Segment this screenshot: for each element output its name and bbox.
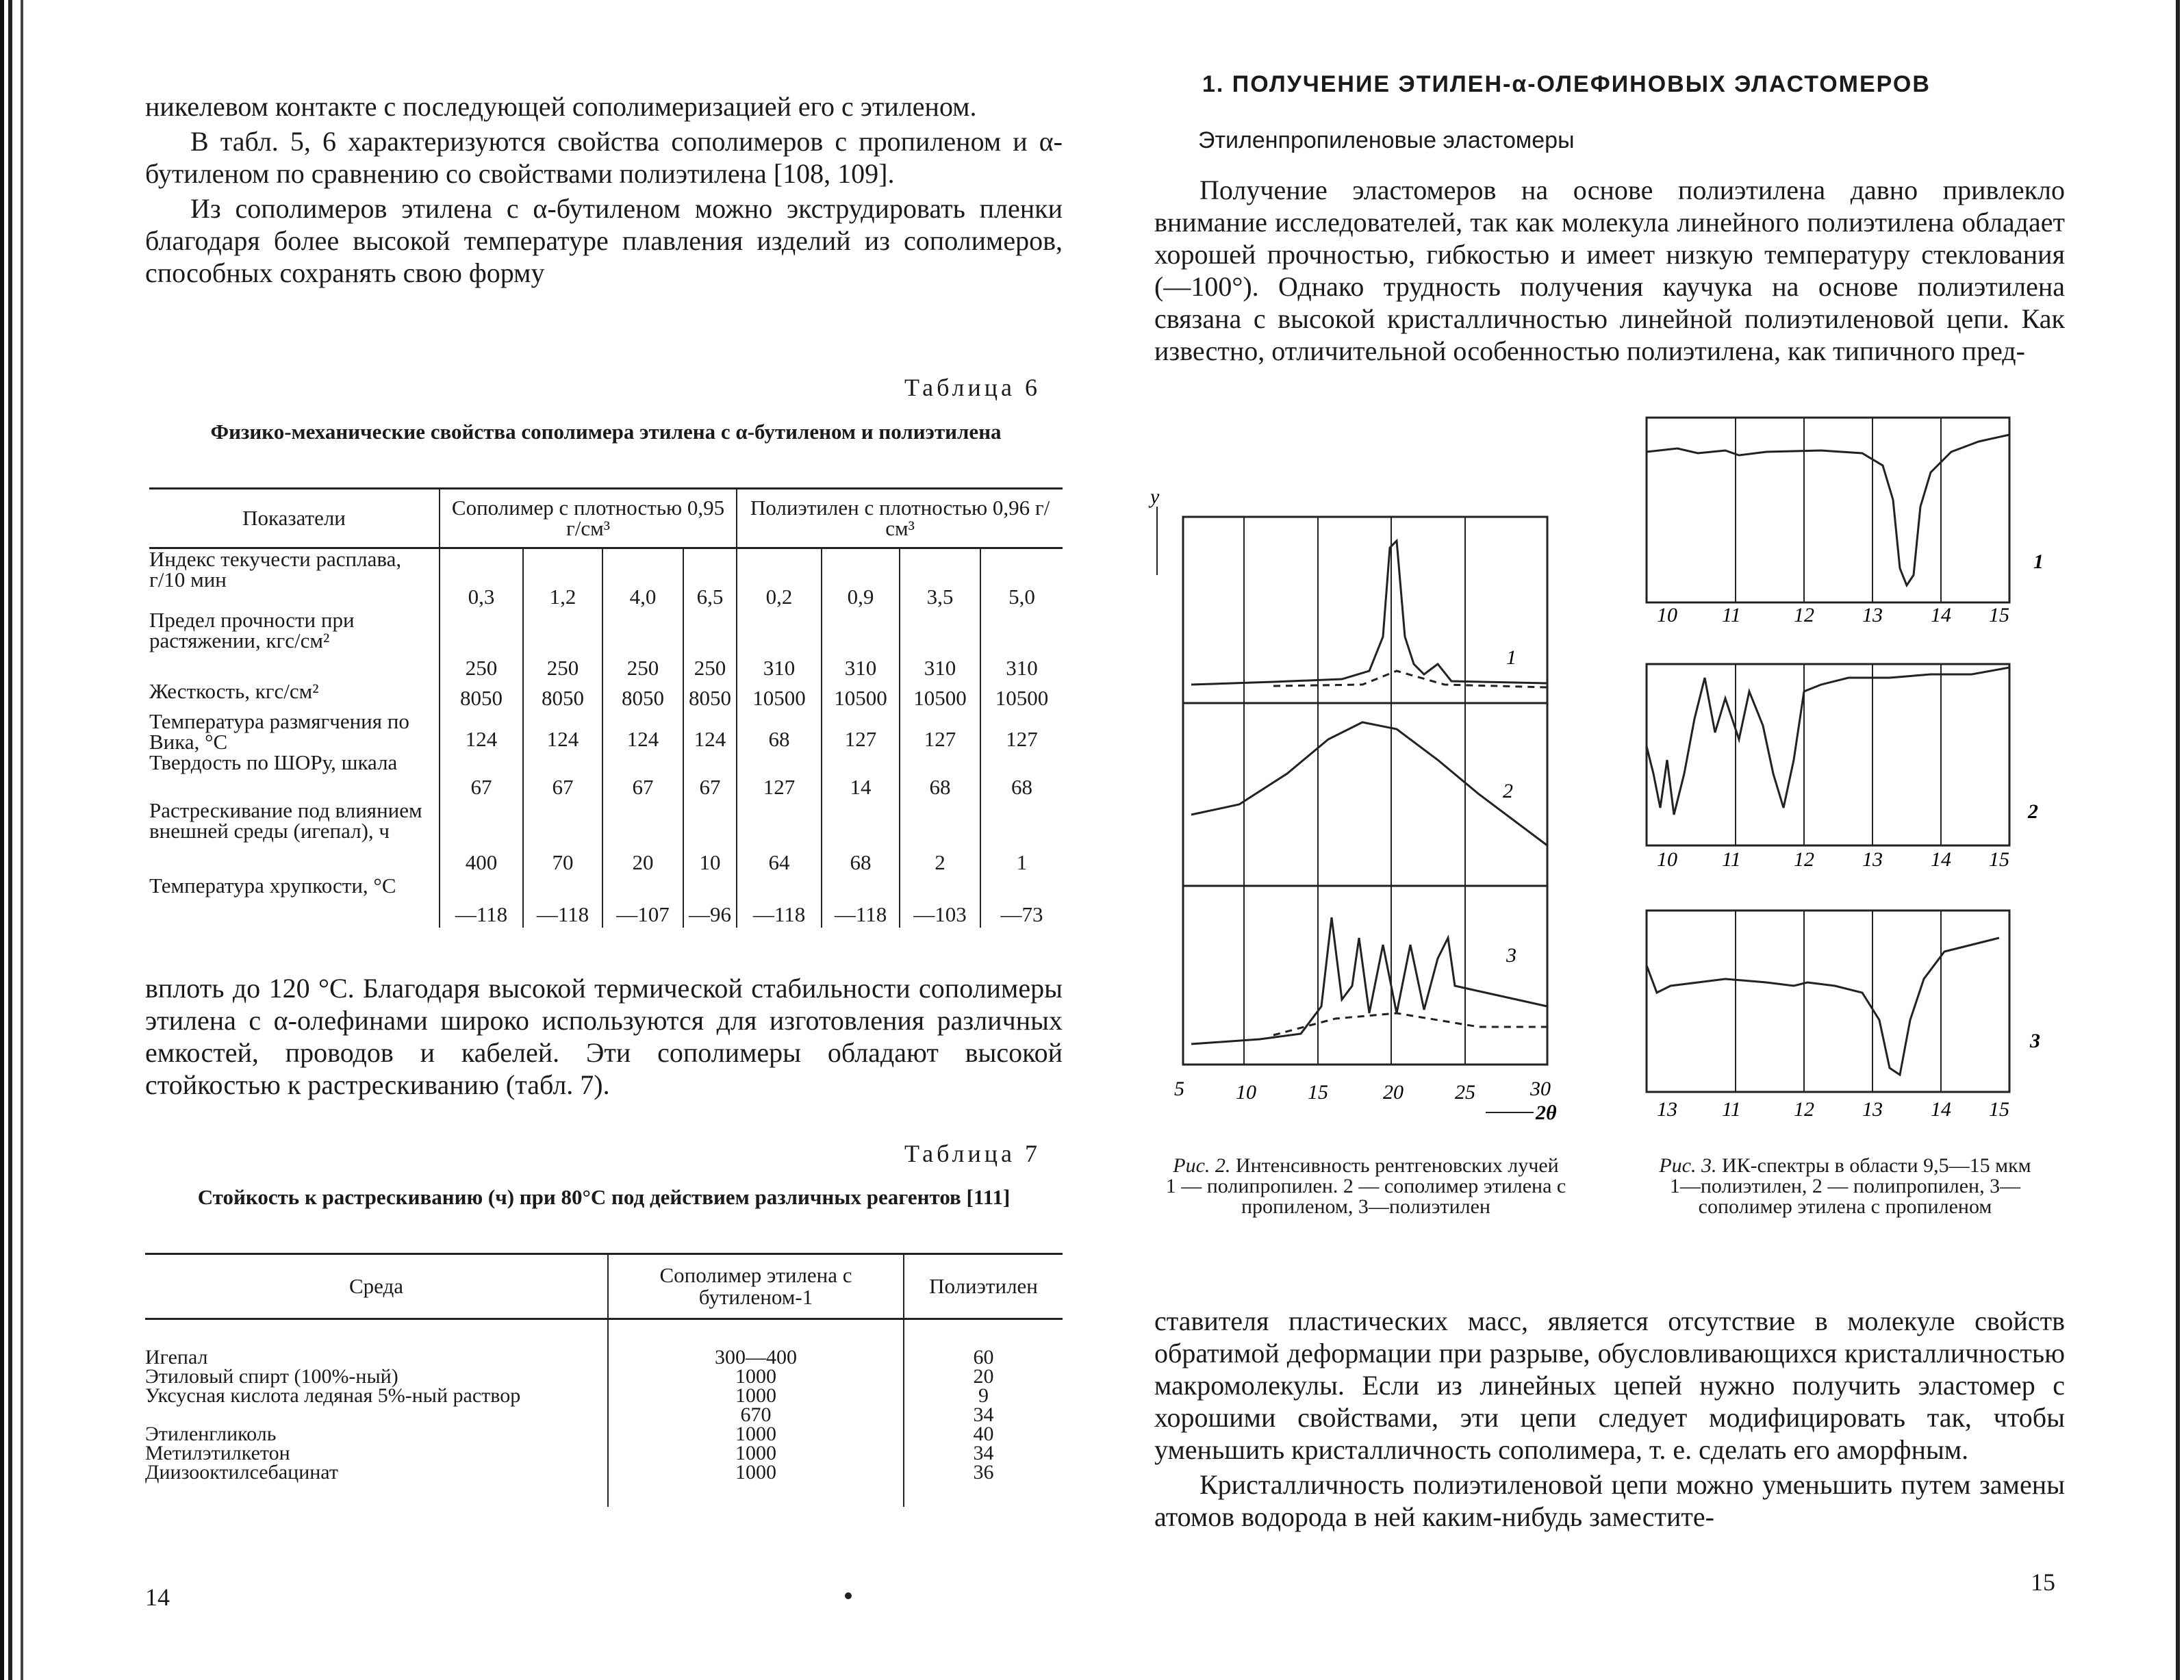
table6-cell: 10500 — [980, 681, 1063, 711]
table6-cell: 10500 — [900, 681, 980, 711]
table7-title: Стойкость к растрескиванию (ч) при 80°С под действием различных реагентов [111] — [197, 1185, 1011, 1209]
table6-row — [149, 610, 1063, 681]
table6-row-label: Температура размягчения по Вика, °С — [149, 709, 409, 754]
section-heading: 1. ПОЛУЧЕНИЕ ЭТИЛЕН-α-ОЛЕФИНОВЫХ ЭЛАСТОМЕРОВ — [1202, 71, 1931, 97]
fig2-x-tick: 5 — [1174, 1078, 1184, 1100]
fig3-x-tick: 15 — [1989, 848, 2009, 871]
table6-cell: 67 — [683, 752, 737, 800]
table6-cell: 6,5 — [683, 548, 737, 610]
table6-cell: 310 — [822, 610, 900, 681]
table6-cell: 127 — [900, 711, 980, 752]
table7-cell-copolymer: 1000 — [608, 1444, 904, 1463]
fig2-caption-legend: 1 — полипропилен. 2 — сополимер этилена с пропиленом, 3—полиэтилен — [1165, 1175, 1566, 1218]
left-para-4: вплоть до 120 °С. Благодаря высокой термической стабильности сополимеры этилена с α-олефинами широко используются для изготовления различных емкостей, проводов и кабелей. Эти сополимеры обладают высокой стойкостью к растрескиванию (табл. 7). — [145, 973, 1063, 1100]
table7-cell-pe: 20 — [904, 1367, 1063, 1386]
fig3-caption-legend: 1—полиэтилен, 2 — полипропилен, 3—сополимер этилена с пропиленом — [1669, 1175, 2021, 1218]
left-para-3: Из сополимеров этилена с α-бутиленом можно экструдировать пленки благодаря более высокой температуре плавления изделий из сополимеров, способных сохранять свою форму — [145, 193, 1063, 288]
section-subheading: Этиленпропиленовые эластомеры — [1198, 127, 1575, 153]
table6-row-label: Жесткость, кгс/см² — [149, 678, 319, 703]
fig2-caption-number: Рис. 2. — [1173, 1154, 1231, 1177]
fig2-curve-1-baseline — [1273, 671, 1547, 687]
table6-row — [149, 752, 1063, 800]
table6-cell: —118 — [523, 876, 602, 928]
table6-cell: 127 — [822, 711, 900, 752]
fig3-x-tick: 14 — [1931, 604, 1951, 626]
table6-title: Физико-механические свойства сополимера этилена с α-бутиленом и полиэтилена — [210, 420, 1002, 444]
table6-cell: 70 — [523, 800, 602, 876]
table6-header-polyethylene: Полиэтилен с плотностью 0,96 г/см³ — [737, 489, 1063, 548]
table6-cell: 64 — [737, 800, 822, 876]
table6-row-label: Температура хрупкости, °С — [149, 873, 396, 898]
table7-cell-copolymer: 1000 — [608, 1425, 904, 1444]
table6-cell: 124 — [523, 711, 602, 752]
table7-cell-medium: Этиленгликоль — [145, 1422, 277, 1445]
fig3-x-tick: 11 — [1722, 604, 1741, 626]
table6-cell: 310 — [900, 610, 980, 681]
table7-row — [145, 1319, 1063, 1367]
fig2-x-tick: 30 — [1530, 1078, 1551, 1100]
table7-header-medium: Среда — [145, 1254, 608, 1319]
table7-row — [145, 1425, 1063, 1444]
table7-row — [145, 1444, 1063, 1463]
fig3-x-tick: 10 — [1657, 604, 1677, 626]
right-binding-edge — [2168, 0, 2184, 1680]
fig2-y-label: y — [1150, 485, 1160, 508]
table7-spacer — [145, 1482, 1063, 1507]
table6-cell: —73 — [980, 876, 1063, 928]
fig3-panel-1-frame — [1647, 418, 2009, 602]
fig3-x-tick: 13 — [1657, 1098, 1677, 1121]
table7-header-copolymer: Сополимер этилена с бутиленом-1 — [608, 1254, 904, 1319]
table7-cell-medium: Игепал — [145, 1345, 208, 1369]
table6-cell: 5,0 — [980, 548, 1063, 610]
fig3-x-tick: 12 — [1794, 604, 1814, 626]
fig2-x-tick: 15 — [1308, 1081, 1328, 1104]
table6-cell: 14 — [822, 752, 900, 800]
table6-cell: 67 — [523, 752, 602, 800]
table6-cell: 0,2 — [737, 548, 822, 610]
table6-cell: 8050 — [602, 681, 683, 711]
table6-cell: 68 — [980, 752, 1063, 800]
fig2-x-tick: 10 — [1236, 1081, 1256, 1104]
fig2-caption-title: Интенсивность рентгеновских лучей — [1235, 1154, 1559, 1177]
fig3-x-tick: 13 — [1862, 1098, 1883, 1121]
fig3-x-tick: 15 — [1989, 604, 2009, 626]
fig2-curve-label-3: 3 — [1506, 944, 1516, 967]
fig3-panel-label-1: 1 — [2033, 550, 2044, 573]
table6-cell: 310 — [737, 610, 822, 681]
table6-cell: —107 — [602, 876, 683, 928]
table6-cell: 250 — [523, 610, 602, 681]
table6-cell: 67 — [440, 752, 523, 800]
fig2-curve-label-1: 1 — [1506, 646, 1516, 669]
table6-cell: —118 — [737, 876, 822, 928]
table7-cell-medium: Этиловый спирт (100%-ный) — [145, 1364, 398, 1388]
table7-cell-medium — [145, 1405, 608, 1425]
table7-spacer-cell — [608, 1482, 904, 1507]
table7-cell-copolymer: 1000 — [608, 1386, 904, 1405]
fig2-x-tick: 20 — [1383, 1081, 1404, 1104]
table7-header-pe: Полиэтилен — [904, 1254, 1063, 1319]
fig3-x-tick: 14 — [1931, 848, 1951, 871]
table6-row-label: Твердость по ШОРу, шкала — [149, 750, 398, 774]
fig3-caption-number: Рис. 3. — [1659, 1154, 1717, 1177]
table6-cell: 250 — [440, 610, 523, 681]
table6-header-param: Показатели — [149, 489, 440, 548]
fig3-caption — [1636, 1156, 2054, 1217]
table6-cell: 8050 — [523, 681, 602, 711]
table6-row-label: Предел прочности при растяжении, кгс/см² — [149, 607, 355, 652]
fig2-curve-label-2: 2 — [1503, 780, 1513, 802]
fig3-ir-spectra — [1629, 404, 2054, 1136]
left-para-2: В табл. 5, 6 характеризуются свойства сополимеров с пропиленом и α-бутиленом по сравнению со свойствами полиэтилена [108, 109]. — [145, 126, 1063, 189]
fig2-x-tick: 25 — [1455, 1081, 1475, 1104]
table7-row — [145, 1405, 1063, 1425]
table6-cell: 250 — [683, 610, 737, 681]
table6-cell: —118 — [440, 876, 523, 928]
table6-cell: 400 — [440, 800, 523, 876]
table6-cell: 127 — [980, 711, 1063, 752]
table6-row-label: Растрескивание под влиянием внешней среды (игепал), ч — [149, 798, 422, 843]
table6-cell: 124 — [440, 711, 523, 752]
table6-cell: 8050 — [440, 681, 523, 711]
table6-cell: 20 — [602, 800, 683, 876]
table6-row — [149, 681, 1063, 711]
table7-cell-pe: 34 — [904, 1405, 1063, 1425]
table6-cell: —118 — [822, 876, 900, 928]
right-para-3: Кристалличность полиэтиленовой цепи можно уменьшить путем замены атомов водорода в ней каким-нибудь заместите- — [1154, 1469, 2065, 1532]
left-page-number: 14 — [145, 1583, 170, 1611]
table6-cell: 10500 — [822, 681, 900, 711]
fig3-spectrum-1 — [1647, 435, 2009, 585]
right-page-upper — [1154, 174, 2065, 367]
fig3-x-tick: 12 — [1794, 1098, 1814, 1121]
fig3-x-tick: 14 — [1931, 1098, 1951, 1121]
fig3-x-tick: 13 — [1862, 848, 1883, 871]
table6-cell: 4,0 — [602, 548, 683, 610]
right-page-number: 15 — [2031, 1568, 2055, 1596]
table6-header-copolymer: Сополимер с плотностью 0,95 г/см³ — [440, 489, 737, 548]
left-para-1: никелевом контакте с последующей сополимеризацией его с этиленом. — [145, 91, 977, 122]
fig3-x-tick: 15 — [1989, 1098, 2009, 1121]
fig3-spectrum-3 — [1647, 938, 1999, 1075]
table6-row — [149, 711, 1063, 752]
table6-cell: 68 — [822, 800, 900, 876]
table6-cell: 1,2 — [523, 548, 602, 610]
table6-cell: 10500 — [737, 681, 822, 711]
fig3-panel-label-3: 3 — [2030, 1030, 2040, 1052]
table7-spacer-cell — [145, 1482, 608, 1507]
table7-cell-medium: Диизооктилсебацинат — [145, 1460, 338, 1484]
table7-row — [145, 1386, 1063, 1405]
table7-cell-pe: 9 — [904, 1386, 1063, 1405]
table6-row — [149, 548, 1063, 610]
table6-cell: 124 — [683, 711, 737, 752]
table6-cell: 0,3 — [440, 548, 523, 610]
left-page — [145, 90, 1063, 289]
table6-cell: 3,5 — [900, 548, 980, 610]
table6-label: Таблица 6 — [904, 374, 1041, 401]
fig3-panel-3-frame — [1647, 911, 2009, 1092]
fig3-x-tick: 12 — [1794, 848, 1814, 871]
table6-cell: 10 — [683, 800, 737, 876]
center-dot — [845, 1592, 852, 1599]
table6-cell: —103 — [900, 876, 980, 928]
left-page-lower — [145, 972, 1063, 1101]
table7-spacer-cell — [904, 1482, 1063, 1507]
table6-cell: 1 — [980, 800, 1063, 876]
table7-cell-pe: 36 — [904, 1463, 1063, 1482]
fig3-x-tick: 13 — [1862, 604, 1883, 626]
fig2-caption — [1150, 1156, 1582, 1217]
table7-row — [145, 1367, 1063, 1386]
table7-cell-medium: Уксусная кислота ледяная 5%-ный раствор — [145, 1384, 521, 1407]
table7-label: Таблица 7 — [904, 1140, 1041, 1167]
table7-row — [145, 1463, 1063, 1482]
table6-cell: 68 — [900, 752, 980, 800]
table6-row-label: Индекс текучести расплава, г/10 мин — [149, 547, 402, 591]
fig2-xray-chart — [1137, 466, 1575, 1143]
fig3-x-tick: 11 — [1722, 848, 1741, 871]
table7-cell-pe: 40 — [904, 1425, 1063, 1444]
table6 — [149, 487, 1063, 928]
right-page-lower — [1154, 1305, 2065, 1533]
left-binding-edge — [0, 0, 31, 1680]
table7 — [145, 1253, 1063, 1507]
table7-cell-copolymer: 300—400 — [608, 1319, 904, 1367]
table6-cell: 310 — [980, 610, 1063, 681]
table7-cell-copolymer: 1000 — [608, 1463, 904, 1482]
table6-cell: 2 — [900, 800, 980, 876]
table6-cell: 0,9 — [822, 548, 900, 610]
table6-cell: 127 — [737, 752, 822, 800]
table6-cell: —96 — [683, 876, 737, 928]
right-para-1: Получение эластомеров на основе полиэтилена давно привлекло внимание исследователей, так как молекула линейного полиэтилена обладает хорошей прочностью, гибкостью и имеет низкую температуру стеклования (—100°). Однако трудность получения каучука на основе полиэтилена связана с высокой кристалличностью линейной полиэтиленовой цепи. Как известно, отличительной особенностью полиэтилена, как типичного пред- — [1154, 175, 2065, 366]
table7-cell-pe: 60 — [904, 1319, 1063, 1367]
table7-cell-copolymer: 670 — [608, 1405, 904, 1425]
fig3-x-tick: 11 — [1722, 1098, 1741, 1121]
fig3-caption-title: ИК-спектры в области 9,5—15 мкм — [1721, 1154, 2031, 1177]
fig2-x-label: 2θ — [1536, 1102, 1557, 1124]
fig3-spectrum-2 — [1647, 667, 2009, 815]
table7-cell-copolymer: 1000 — [608, 1367, 904, 1386]
table7-cell-pe: 34 — [904, 1444, 1063, 1463]
table6-cell: 124 — [602, 711, 683, 752]
table7-cell-medium: Метилэтилкетон — [145, 1441, 290, 1464]
fig3-x-tick: 10 — [1657, 848, 1677, 871]
table6-cell: 67 — [602, 752, 683, 800]
table6-cell: 8050 — [683, 681, 737, 711]
table6-row — [149, 800, 1063, 876]
fig3-panel-label-2: 2 — [2028, 800, 2038, 823]
table6-row — [149, 876, 1063, 928]
table6-cell: 250 — [602, 610, 683, 681]
table6-cell: 68 — [737, 711, 822, 752]
right-para-2: ставителя пластических масс, является отсутствие в молекуле свойств обратимой деформации при разрыве, обусловливающихся кристалличностью макромолекулы. Если из линейных цепей нужно получить эластомер с хорошими свойствами, эти цепи следует модифицировать так, чтобы уменьшить кристалличность сополимера, т. е. сделать его аморфным. — [1154, 1306, 2065, 1465]
